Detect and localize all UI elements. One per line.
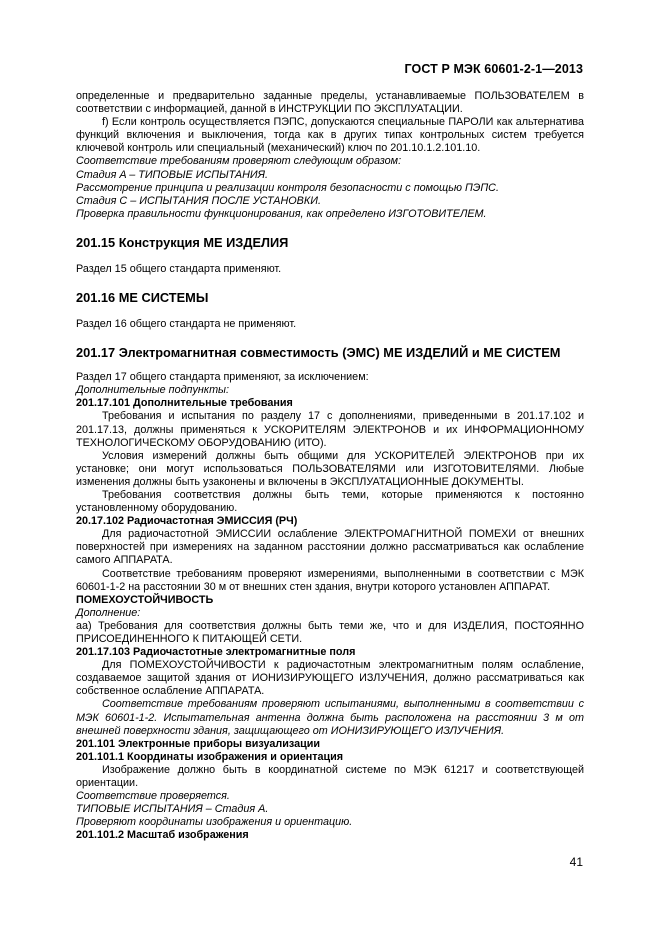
paragraph: Требования и испытания по разделу 17 с дополнениями, приведенными в 201.17.102 и 201.17.13, должны применяться к УСКОРИТЕЛЯМ ЭЛЕКТРОНОВ и их ИНФОРМАЦИОННОМУ ТЕХНОЛОГИЧЕСКОМУ ОБОРУДОВАНИЮ (ИТО). <box>76 410 584 449</box>
paragraph: Изображение должно быть в координатной системе по МЭК 61217 и соответствующей ориентации. <box>76 763 584 790</box>
paragraph: аа) Требования для соответствия должны быть теми же, что и для ИЗДЕЛИЯ, ПОСТОЯННО ПРИСОЕДИНЕННОГО К ПИТАЮЩЕЙ СЕТИ. <box>76 619 584 645</box>
subsection-heading: 201.101.2 Масштаб изображения <box>76 829 249 842</box>
paragraph: Соответствие проверяется. <box>76 790 230 803</box>
paragraph: Дополнительные подпункты: <box>76 384 230 397</box>
subsection-heading: 201.17.101 Дополнительные требования <box>76 397 293 410</box>
page-body <box>76 90 584 843</box>
paragraph: Проверка правильности функционирования, как определено ИЗГОТОВИТЕЛЕМ. <box>76 207 487 220</box>
paragraph: Для радиочастотной ЭМИССИИ ослабление ЭЛЕКТРОМАГНИТНОЙ ПОМЕХИ от внешних поверхностей при измерениях на заданном расстоянии должно рассматриваться как ослабление самого АППАРАТА. <box>76 528 584 567</box>
section-heading: 201.17 Электромагнитная совместимость (ЭМС) МЕ ИЗДЕЛИЙ и МЕ СИСТЕМ <box>76 345 561 361</box>
paragraph: Соответствие требованиям проверяют следующим образом: <box>76 155 402 168</box>
section-heading: 201.15 Конструкция МЕ ИЗДЕЛИЯ <box>76 234 289 250</box>
paragraph: определенные и предварительно заданные пределы, устанавливаемые ПОЛЬЗОВАТЕЛЕМ в соответствии с информацией, данной в ИНСТРУКЦИИ ПО ЭКСПЛУАТАЦИИ. <box>76 90 584 116</box>
paragraph: Требования соответствия должны быть теми, которые применяются к постоянно установленному оборудованию. <box>76 488 584 515</box>
paragraph: Проверяют координаты изображения и ориентацию. <box>76 816 353 829</box>
paragraph: Дополнение: <box>76 606 141 619</box>
subsection-heading: 201.101.1 Координаты изображения и ориентация <box>76 750 344 763</box>
paragraph: Стадия C – ИСПЫТАНИЯ ПОСЛЕ УСТАНОВКИ. <box>76 194 321 207</box>
paragraph: Стадия A – ТИПОВЫЕ ИСПЫТАНИЯ. <box>76 168 268 181</box>
paragraph: Для ПОМЕХОУСТОЙЧИВОСТИ к радиочастотным электромагнитным полям ослабление, создаваемое защитой здания от ИОНИЗИРУЮЩЕГО ИЗЛУЧЕНИЯ, должно рассматриваться как собственное ослабление АППАРАТА. <box>76 659 584 698</box>
paragraph: Соответствие требованиям проверяют испытаниями, выполненными в соответствии с МЭК 60601-1-2. Испытательная антенна должна быть расположена на расстоянии 3 м от внешней поверхности здания, защищающего от ИОНИЗИРУЮЩЕГО ИЗЛУЧЕНИЯ. <box>76 698 584 737</box>
document-header: ГОСТ Р МЭК 60601-2-1—2013 <box>404 62 583 76</box>
subsection-heading: 201.101 Электронные приборы визуализации <box>76 737 321 750</box>
subsection-heading: 201.17.103 Радиочастотные электромагнитные поля <box>76 646 356 659</box>
paragraph: Раздел 15 общего стандарта применяют. <box>76 262 282 275</box>
paragraph: Рассмотрение принципа и реализации контроля безопасности с помощью ПЭПС. <box>76 181 499 194</box>
page-number: 41 <box>569 855 583 869</box>
paragraph: f) Если контроль осуществляется ПЭПС, допускаются специальные ПАРОЛИ как альтернатива функций включения и выключения, тогда как в других типах контрольных систем требуется ключевой контроль или специальный (механический) ключ по 201.10.1.2.101.10. <box>76 116 584 155</box>
section-heading: 201.16 МЕ СИСТЕМЫ <box>76 290 209 306</box>
paragraph: Раздел 16 общего стандарта не применяют. <box>76 318 297 331</box>
paragraph: Раздел 17 общего стандарта применяют, за исключением: <box>76 371 369 384</box>
subsection-heading: ПОМЕХОУСТОЙЧИВОСТЬ <box>76 593 214 606</box>
paragraph: ТИПОВЫЕ ИСПЫТАНИЯ – Стадия A. <box>76 803 269 816</box>
paragraph: Условия измерений должны быть общими для УСКОРИТЕЛЕЙ ЭЛЕКТРОНОВ при их установке; они могут использоваться ПОЛЬЗОВАТЕЛЯМИ или ИЗГОТОВИТЕЛЯМИ. Любые изменения должны быть узаконены и включены в ЭКСПЛУАТАЦИОННЫЕ ДОКУМЕНТЫ. <box>76 449 584 488</box>
paragraph: Соответствие требованиям проверяют измерениями, выполненными в соответствии с МЭК 60601-1-2 на расстоянии 30 м от внешних стен здания, внутри которого установлен АППАРАТ. <box>76 567 584 593</box>
subsection-heading: 20.17.102 Радиочастотная ЭМИССИЯ (РЧ) <box>76 515 298 528</box>
